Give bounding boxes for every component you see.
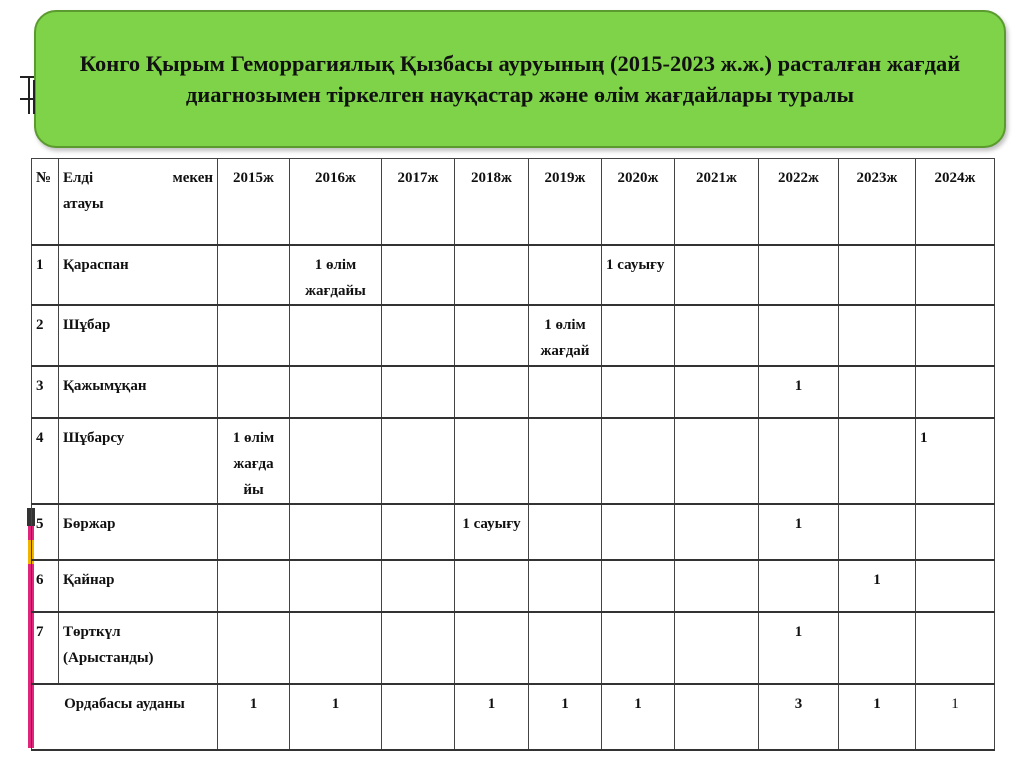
cell xyxy=(290,504,382,560)
cell xyxy=(602,418,675,504)
cell: 1 өлім жағдайы xyxy=(290,245,382,305)
cell xyxy=(382,418,455,504)
cell xyxy=(455,418,529,504)
header-year: 2024ж xyxy=(916,159,995,245)
cell xyxy=(916,504,995,560)
header-year: 2022ж xyxy=(759,159,839,245)
row-num: 4 xyxy=(32,418,59,504)
total-cell: 1 xyxy=(839,684,916,750)
cell xyxy=(602,366,675,418)
cell xyxy=(290,305,382,366)
table-row xyxy=(32,560,995,612)
row-name: Қайнар xyxy=(59,560,218,612)
header-num: № xyxy=(32,159,59,245)
cell: 1 өлім жағдай xyxy=(529,305,602,366)
cell xyxy=(455,560,529,612)
page-title: Конго Қырым Геморрагиялық Қызбасы ауруының (2015-2023 ж.ж.) расталған жағдай диагнозымен тіркелген науқастар және өлім жағдайлары туралы xyxy=(79,51,961,107)
cell xyxy=(839,366,916,418)
row-num: 3 xyxy=(32,366,59,418)
header-year: 2015ж xyxy=(218,159,290,245)
cell xyxy=(916,560,995,612)
cell xyxy=(602,612,675,684)
cell xyxy=(218,504,290,560)
cell xyxy=(218,305,290,366)
cell xyxy=(916,366,995,418)
row-name: Шұбарсу xyxy=(59,418,218,504)
cell xyxy=(529,366,602,418)
total-cell: 1 xyxy=(455,684,529,750)
cell xyxy=(382,366,455,418)
cell xyxy=(382,560,455,612)
table-row xyxy=(32,504,995,560)
table-row xyxy=(32,612,995,684)
cell: 1 өлім жағда йы xyxy=(218,418,290,504)
cell xyxy=(759,305,839,366)
cell xyxy=(529,504,602,560)
cell: 1 xyxy=(759,612,839,684)
cell: 1 xyxy=(839,560,916,612)
total-cell xyxy=(675,684,759,750)
cell xyxy=(675,560,759,612)
row-name: Қараспан xyxy=(59,245,218,305)
cell xyxy=(218,560,290,612)
cell xyxy=(455,612,529,684)
cell xyxy=(839,418,916,504)
row-num: 1 xyxy=(32,245,59,305)
cell xyxy=(839,305,916,366)
row-num: 6 xyxy=(32,560,59,612)
cell xyxy=(602,305,675,366)
cell xyxy=(290,366,382,418)
cell xyxy=(529,560,602,612)
cell: 1 сауығу xyxy=(455,504,529,560)
cell xyxy=(675,245,759,305)
row-num: 2 xyxy=(32,305,59,366)
header-year: 2020ж xyxy=(602,159,675,245)
cases-table xyxy=(31,158,995,751)
total-cell: 3 xyxy=(759,684,839,750)
total-cell: 1 xyxy=(916,684,995,750)
cell xyxy=(382,305,455,366)
cell: 1 сауығу xyxy=(602,245,675,305)
cell xyxy=(290,560,382,612)
row-name: Бөржар xyxy=(59,504,218,560)
cell xyxy=(529,418,602,504)
header-year: 2019ж xyxy=(529,159,602,245)
cell xyxy=(675,366,759,418)
cell xyxy=(455,366,529,418)
cell xyxy=(602,504,675,560)
title-banner xyxy=(34,10,1006,148)
table-row xyxy=(32,245,995,305)
cell xyxy=(290,418,382,504)
cell xyxy=(675,305,759,366)
header-year: 2023ж xyxy=(839,159,916,245)
cell xyxy=(529,612,602,684)
header-year: 2018ж xyxy=(455,159,529,245)
header-year: 2017ж xyxy=(382,159,455,245)
row-name: Шұбар xyxy=(59,305,218,366)
header-year: 2021ж xyxy=(675,159,759,245)
cell xyxy=(675,612,759,684)
cell: 1 xyxy=(759,366,839,418)
cell xyxy=(382,504,455,560)
cell xyxy=(839,245,916,305)
table-row xyxy=(32,418,995,504)
cell xyxy=(218,245,290,305)
cell xyxy=(916,612,995,684)
cell: 1 xyxy=(759,504,839,560)
header-year: 2016ж xyxy=(290,159,382,245)
cell xyxy=(759,560,839,612)
cell xyxy=(916,305,995,366)
cell xyxy=(218,612,290,684)
cell xyxy=(218,366,290,418)
row-num: 5 xyxy=(32,504,59,560)
table-row xyxy=(32,366,995,418)
cell xyxy=(382,245,455,305)
cell xyxy=(455,245,529,305)
total-label: Ордабасы ауданы xyxy=(32,684,218,750)
total-cell: 1 xyxy=(290,684,382,750)
total-cell: 1 xyxy=(529,684,602,750)
header-name: Елді мекен атауы xyxy=(59,159,218,245)
cell xyxy=(529,245,602,305)
row-num: 7 xyxy=(32,612,59,684)
table-total-row xyxy=(32,684,995,750)
row-name: Қажымұқан xyxy=(59,366,218,418)
table-header-row xyxy=(32,159,995,245)
total-cell xyxy=(382,684,455,750)
total-cell: 1 xyxy=(218,684,290,750)
cell xyxy=(675,418,759,504)
table-row xyxy=(32,305,995,366)
cell xyxy=(916,245,995,305)
cell xyxy=(759,418,839,504)
cell xyxy=(382,612,455,684)
total-cell: 1 xyxy=(602,684,675,750)
cell xyxy=(759,245,839,305)
cell xyxy=(839,504,916,560)
cell xyxy=(455,305,529,366)
row-name: Төрткүл (Арыстанды) xyxy=(59,612,218,684)
cell: 1 xyxy=(916,418,995,504)
cell xyxy=(839,612,916,684)
cell xyxy=(602,560,675,612)
cell xyxy=(675,504,759,560)
cell xyxy=(290,612,382,684)
